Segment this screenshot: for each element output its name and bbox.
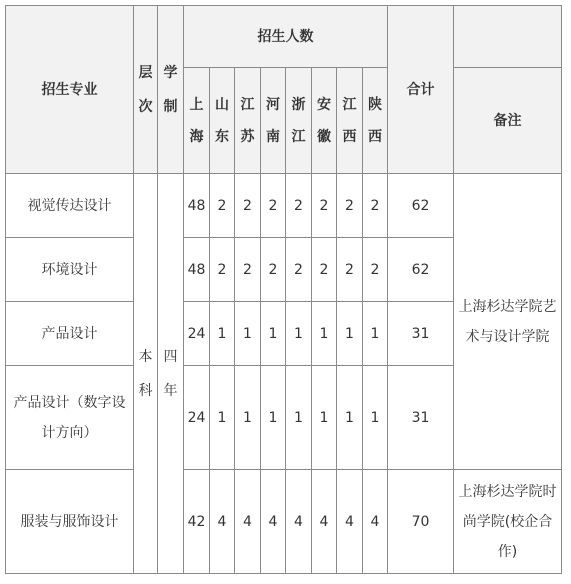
total-cell: 62: [388, 238, 454, 302]
count-cell: 2: [363, 174, 388, 238]
count-cell: 2: [261, 238, 286, 302]
header-duration: [158, 6, 184, 174]
count-cell: 1: [235, 366, 261, 470]
remark-cell: 上海杉达学院艺术与设计学院: [454, 174, 562, 470]
count-cell: 1: [337, 302, 363, 366]
header-level-char-2: 次: [138, 98, 153, 115]
count-cell: 1: [363, 366, 388, 470]
header-province-shanghai: 上 海: [184, 68, 210, 174]
count-cell: 48: [184, 238, 210, 302]
count-cell: 1: [261, 302, 286, 366]
count-cell: 1: [312, 302, 337, 366]
count-cell: 1: [337, 366, 363, 470]
count-cell: 2: [261, 174, 286, 238]
header-enrollment: 招生人数: [184, 6, 388, 68]
level-char-1: 本: [138, 348, 153, 365]
count-cell: 1: [235, 302, 261, 366]
header-province-jiangsu: 江 苏: [235, 68, 261, 174]
count-cell: 2: [312, 238, 337, 302]
table-row: [6, 470, 562, 574]
total-cell: 70: [388, 470, 454, 574]
count-cell: 1: [261, 366, 286, 470]
header-duration-char-1: 学: [163, 64, 178, 81]
table-row: [6, 174, 562, 238]
total-cell: 31: [388, 366, 454, 470]
count-cell: 1: [286, 366, 312, 470]
count-cell: 2: [312, 174, 337, 238]
major-cell: 视觉传达设计: [6, 174, 134, 238]
count-cell: 2: [210, 238, 235, 302]
header-level-char-1: 层: [138, 64, 153, 81]
header-province-henan: 河 南: [261, 68, 286, 174]
remark-cell: 上海杉达学院时尚学院(校企合作): [454, 470, 562, 574]
count-cell: 1: [312, 366, 337, 470]
header-province-shandong: 山 东: [210, 68, 235, 174]
total-cell: 62: [388, 174, 454, 238]
count-cell: 42: [184, 470, 210, 574]
count-cell: 2: [337, 174, 363, 238]
count-cell: 48: [184, 174, 210, 238]
count-cell: 4: [363, 470, 388, 574]
count-cell: 1: [210, 366, 235, 470]
count-cell: 4: [261, 470, 286, 574]
count-cell: 4: [235, 470, 261, 574]
total-cell: 31: [388, 302, 454, 366]
header-total: 合计: [388, 6, 454, 174]
header-province-zhejiang: 浙 江: [286, 68, 312, 174]
level-cell: [134, 174, 158, 574]
duration-char-1: 四: [163, 348, 178, 365]
count-cell: 2: [286, 238, 312, 302]
count-cell: 1: [210, 302, 235, 366]
count-cell: 4: [286, 470, 312, 574]
header-duration-char-2: 制: [163, 98, 178, 115]
count-cell: 2: [235, 174, 261, 238]
header-remark-top: [454, 6, 562, 68]
header-province-anhui: 安 徽: [312, 68, 337, 174]
count-cell: 24: [184, 366, 210, 470]
count-cell: 2: [363, 238, 388, 302]
header-province-shaanxi: 陕 西: [363, 68, 388, 174]
count-cell: 4: [210, 470, 235, 574]
count-cell: 2: [337, 238, 363, 302]
header-remark: 备注: [454, 68, 562, 174]
enrollment-table: [5, 5, 562, 574]
count-cell: 1: [363, 302, 388, 366]
count-cell: 2: [286, 174, 312, 238]
count-cell: 1: [286, 302, 312, 366]
major-cell: 产品设计（数字设计方向）: [6, 366, 134, 470]
count-cell: 2: [235, 238, 261, 302]
header-major: 招生专业: [6, 6, 134, 174]
major-cell: 服装与服饰设计: [6, 470, 134, 574]
count-cell: 4: [337, 470, 363, 574]
level-char-2: 科: [138, 382, 153, 399]
duration-char-2: 年: [163, 382, 178, 399]
major-cell: 环境设计: [6, 238, 134, 302]
header-province-jiangxi: 江 西: [337, 68, 363, 174]
major-cell: 产品设计: [6, 302, 134, 366]
duration-cell: [158, 174, 184, 574]
count-cell: 24: [184, 302, 210, 366]
header-level: [134, 6, 158, 174]
count-cell: 2: [210, 174, 235, 238]
count-cell: 4: [312, 470, 337, 574]
